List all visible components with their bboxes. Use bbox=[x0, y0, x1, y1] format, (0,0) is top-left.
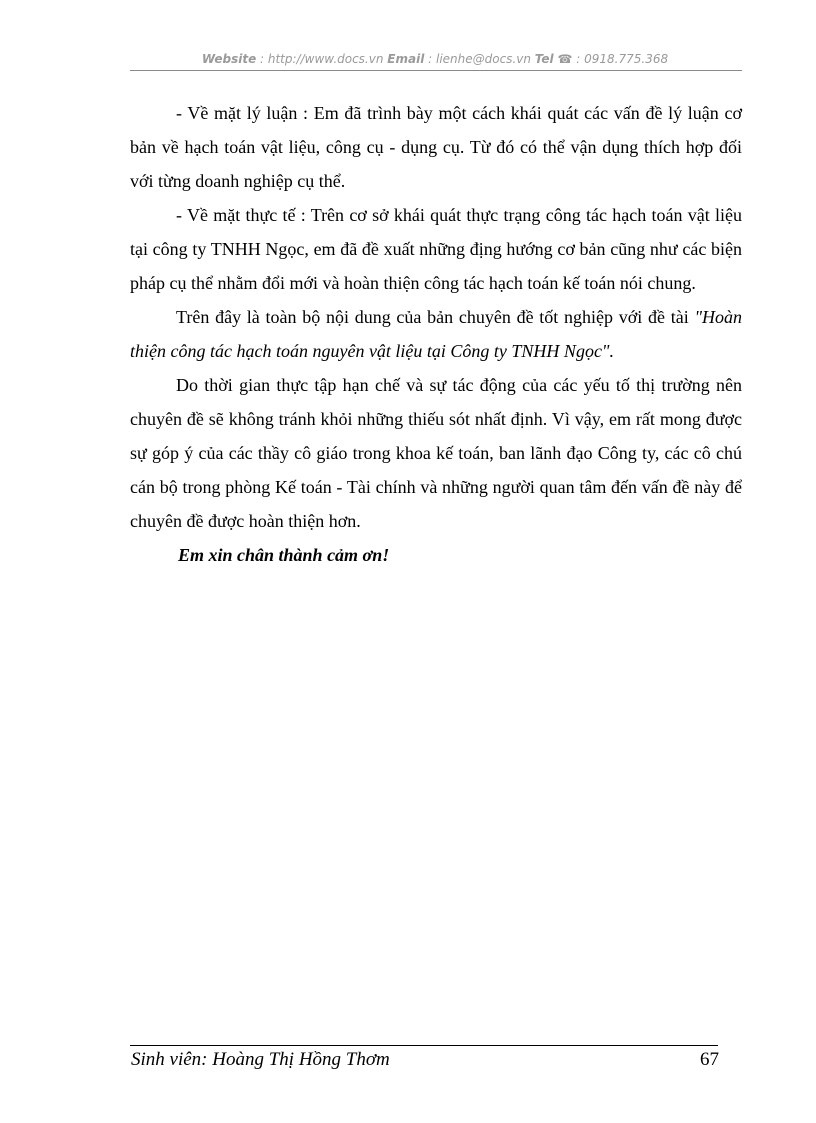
header-divider bbox=[130, 70, 742, 71]
student-name: Sinh viên: Hoàng Thị Hồng Thơm bbox=[131, 1049, 390, 1070]
page-number: 67 bbox=[700, 1049, 719, 1070]
thesis-title: "Hoàn thiện công tác hạch toán nguyên vật liệu tại Công ty TNHH Ngọc". bbox=[130, 307, 742, 361]
tel-label: Tel bbox=[534, 52, 554, 66]
email-label: Email bbox=[387, 52, 425, 66]
website-value: : http://www.docs.vn bbox=[256, 52, 388, 66]
document-body bbox=[130, 96, 742, 572]
paragraph-practice: - Về mặt thực tế : Trên cơ sở khái quát thực trạng công tác hạch toán vật liệu tại công ty TNHH Ngọc, em đã đề xuất những địng hướng cơ bản cũng như các biện pháp cụ thể nhằm đổi mới và hoàn thiện công tác hạch toán kế toán nói chung. bbox=[130, 205, 742, 293]
thanks-line: Em xin chân thành cảm ơn! bbox=[178, 545, 390, 565]
summary-intro: Trên đây là toàn bộ nội dung của bản chuyên đề tốt nghiệp với đề tài bbox=[176, 307, 689, 327]
footer-divider bbox=[130, 1045, 718, 1046]
telephone-icon: ☎ bbox=[557, 52, 573, 66]
page-header bbox=[130, 52, 740, 66]
paragraph-theory: - Về mặt lý luận : Em đã trình bày một cách khái quát các vấn đề lý luận cơ bản về hạch toán vật liệu, công cụ - dụng cụ. Từ đó có thể vận dụng thích hợp đối với từng doanh nghiệp cụ thể. bbox=[130, 103, 742, 191]
paragraph-limitations: Do thời gian thực tập hạn chế và sự tác động của các yếu tố thị trường nên chuyên đề sẽ không tránh khỏi những thiếu sót nhất định. Vì vậy, em rất mong được sự góp ý của các thầy cô giáo trong khoa kế toán, ban lãnh đạo Công ty, các cô chú cán bộ trong phòng Kế toán - Tài chính và những người quan tâm đến vấn đề này để chuyên đề được hoàn thiện hơn. bbox=[130, 375, 742, 531]
tel-value: : 0918.775.368 bbox=[572, 52, 669, 66]
email-value: : lienhe@docs.vn bbox=[424, 52, 535, 66]
website-label: Website bbox=[201, 52, 257, 66]
paragraph-summary bbox=[130, 300, 742, 368]
